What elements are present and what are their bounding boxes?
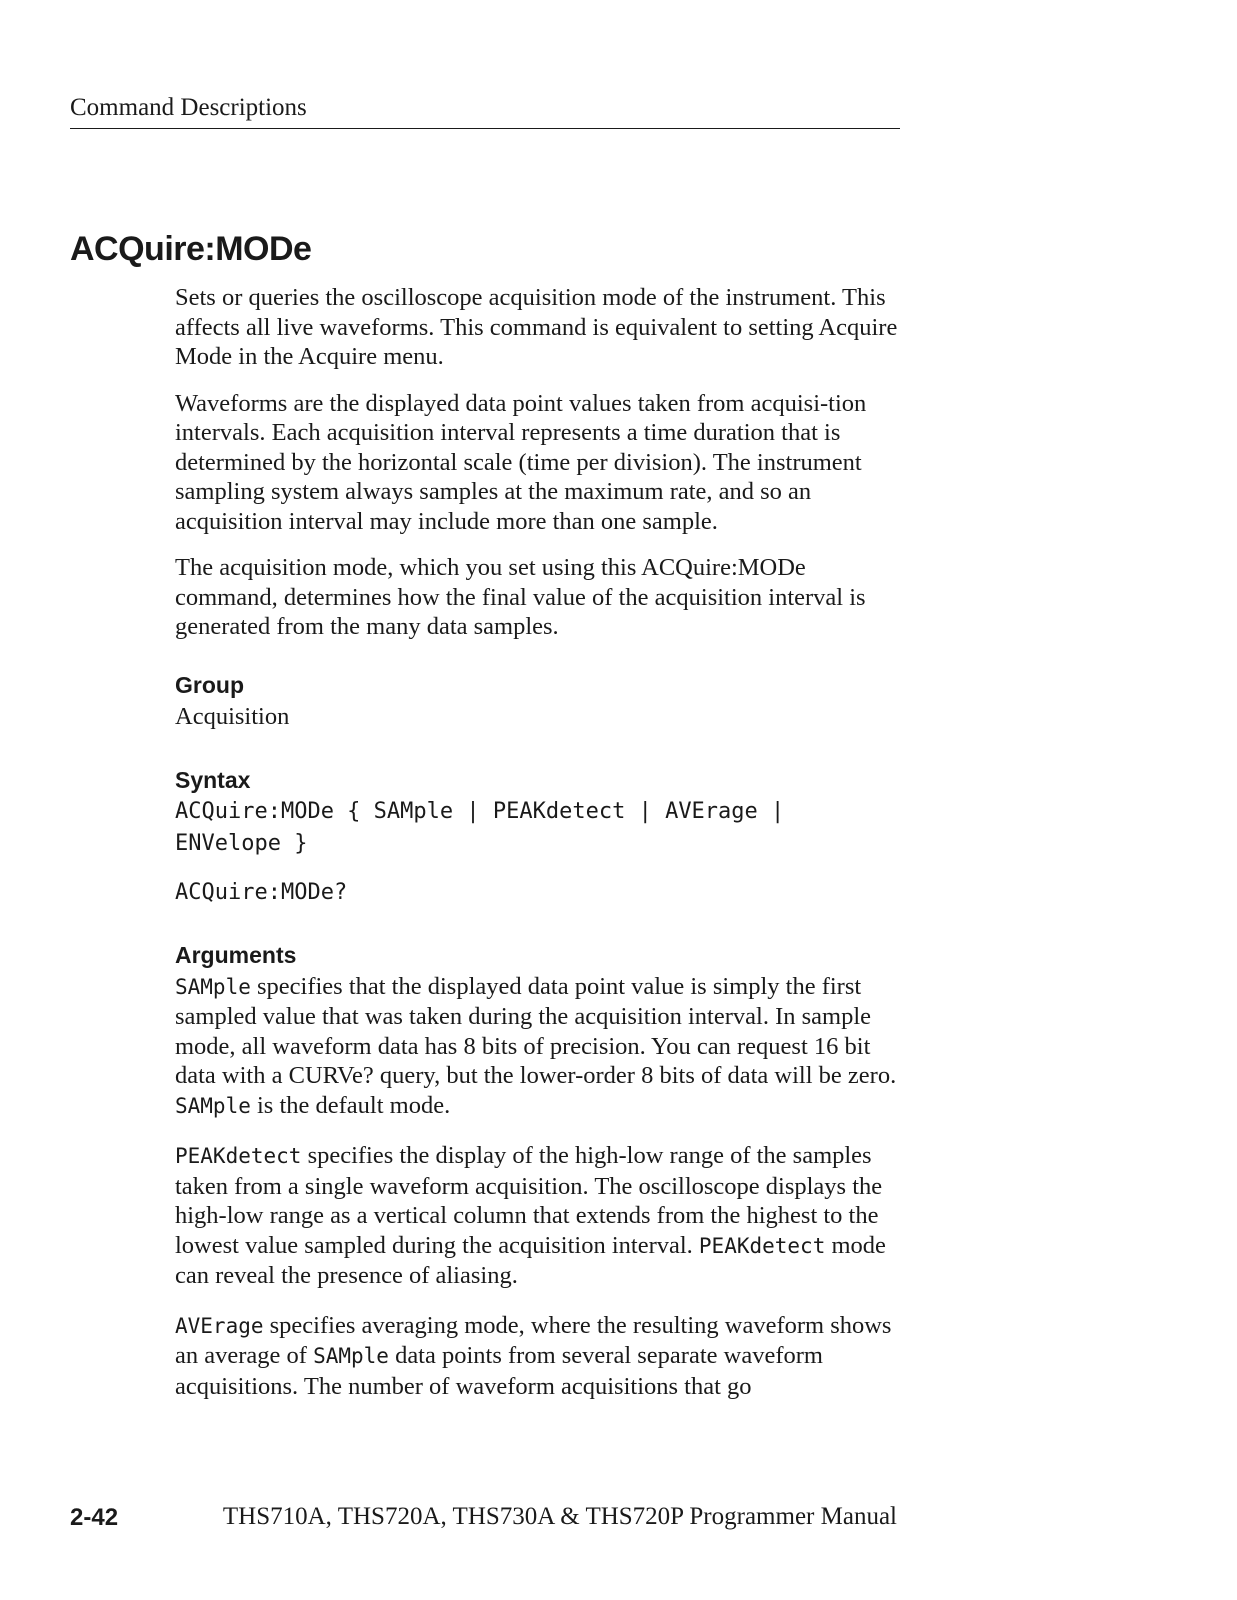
description-paragraph-3: The acquisition mode, which you set using this ACQuire:MODe command, determines how the final value of the acquisition interval is generated from the many data samples. xyxy=(175,554,866,640)
syntax-set-line-1: ACQuire:MODe { SAMple | PEAKdetect | AVErage | xyxy=(175,799,785,824)
argument-keyword: SAMple xyxy=(175,1093,251,1118)
syntax-heading: Syntax xyxy=(175,767,251,793)
argument-keyword: AVErage xyxy=(175,1313,264,1338)
argument-keyword: SAMple xyxy=(175,974,251,999)
argument-keyword: SAMple xyxy=(313,1344,389,1368)
description-paragraph-2: Waveforms are the displayed data point values taken from acquisi-tion intervals. Each acquisition interval represents a time duration that is determined by the horizontal scale (time per division). The instrument sampling system always samples at the maximum rate, and so an acquisition interval may include more than one sample. xyxy=(175,389,867,535)
manual-title: THS710A, THS720A, THS730A & THS720P Programmer Manual xyxy=(222,1503,897,1530)
argument-keyword: PEAKdetect xyxy=(698,1233,826,1258)
command-title: ACQuire:MODe xyxy=(70,230,312,268)
group-value: Acquisition xyxy=(175,702,290,730)
argument-keyword: PEAKdetect xyxy=(175,1144,302,1168)
argument-text: mode can reveal the presence of aliasing. xyxy=(175,1231,886,1289)
group-heading: Group xyxy=(175,671,244,698)
argument-text: specifies that the displayed data point value is simply the first sampled value that was taken during the acquisition interval. In sample mode, all waveform data has 8 bits of precision. You can request 16 bit data with a CURVe? query, but the lower-order 8 bits of data will be zero. xyxy=(175,972,897,1089)
running-header: Command Descriptions xyxy=(70,92,900,129)
description-paragraph-1: Sets or queries the oscilloscope acquisition mode of the instrument. This affects all live waveforms. This command is equivalent to setting Acquire Mode in the Acquire menu. xyxy=(175,284,898,370)
syntax-query: ACQuire:MODe? xyxy=(175,880,348,905)
command-body xyxy=(175,283,905,1421)
syntax-set-line-2: ENVelope } xyxy=(175,830,308,856)
argument-peakdetect xyxy=(175,1141,905,1291)
argument-text: specifies the display of the high-low range of the samples taken from a single waveform acquisition. The oscilloscope displays the high-low range as a vertical column that extends from the highest to the lowest value sampled during the acquisition interval. xyxy=(175,1142,883,1259)
page-number: 2-42 xyxy=(70,1504,119,1531)
argument-text: specifies averaging mode, where the resulting waveform shows an average of xyxy=(175,1311,892,1369)
argument-sample xyxy=(175,972,905,1122)
argument-text: is the default mode. xyxy=(250,1091,451,1119)
arguments-heading: Arguments xyxy=(175,941,297,968)
argument-text: data points from several separate waveform acquisitions. The number of waveform acquisitions that go xyxy=(175,1342,823,1400)
argument-average xyxy=(175,1311,905,1402)
